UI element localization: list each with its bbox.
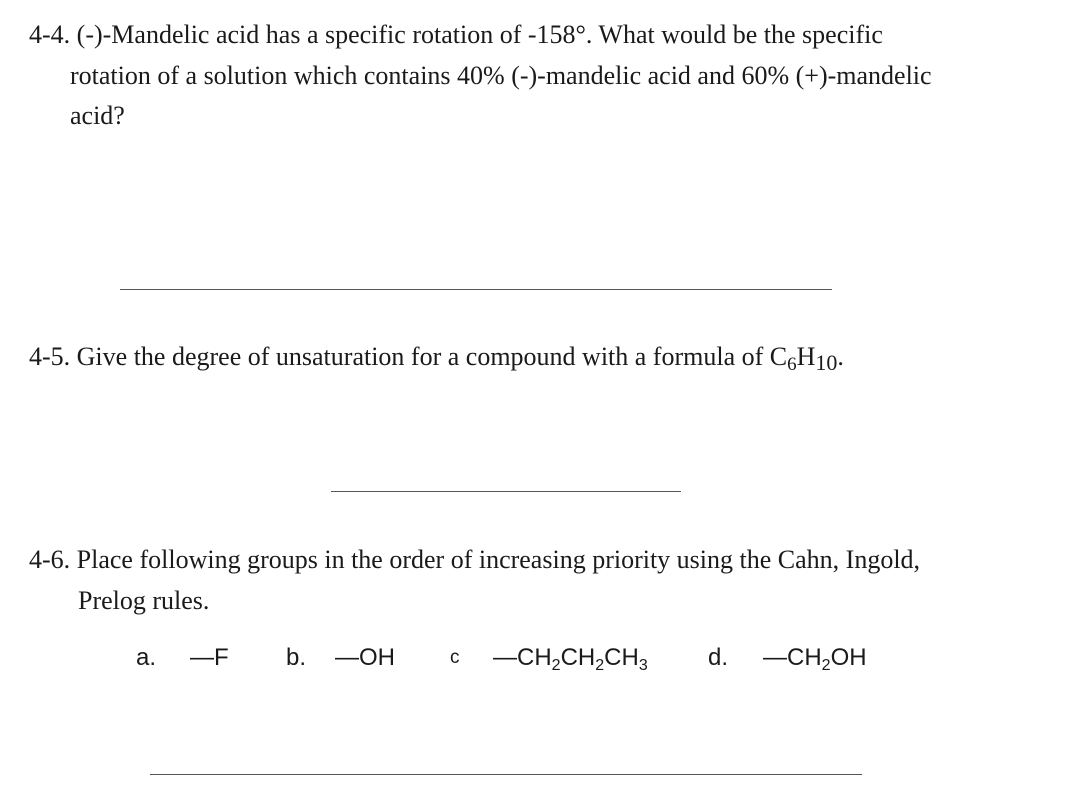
choice-d-formula xyxy=(763,644,867,672)
question-4-4-line-3: acid? xyxy=(70,101,125,130)
choice-d-part: —CH xyxy=(763,644,822,671)
choice-c-part: —CH xyxy=(493,644,552,671)
question-4-5 xyxy=(29,342,844,375)
formula-hydrogen-subscript: 10 xyxy=(815,350,838,375)
choice-b-label: b. xyxy=(286,644,307,671)
question-4-5-text: 4-5. Give the degree of unsaturation for a compound with a formula of C xyxy=(29,342,788,371)
question-4-4-line-1: 4-4. (-)-Mandelic acid has a specific rotation of -158°. What would be the specific xyxy=(29,20,883,49)
priority-choices xyxy=(0,640,1080,676)
choice-c-subscript: 3 xyxy=(638,657,648,674)
choice-d-label: d. xyxy=(708,644,729,671)
choice-c-part: CH xyxy=(604,644,639,671)
answer-line-4-4[interactable] xyxy=(120,289,832,290)
formula-period: . xyxy=(837,342,844,371)
choice-c-formula xyxy=(493,644,648,672)
question-4-6-line-1: 4-6. Place following groups in the order of increasing priority using the Cahn, Ingold, xyxy=(29,545,921,574)
choice-a-part: —F xyxy=(190,644,229,671)
answer-line-4-6[interactable] xyxy=(150,774,862,775)
choice-b-part: —OH xyxy=(335,644,395,671)
choice-d-part: OH xyxy=(830,644,867,671)
choice-a-label: a. xyxy=(136,644,157,671)
question-4-4-line-2: rotation of a solution which contains 40% (-)-mandelic acid and 60% (+)-mandelic xyxy=(70,61,932,90)
choice-c-subscript: 2 xyxy=(551,657,561,674)
choice-c-label: c xyxy=(450,647,460,668)
formula-carbon-subscript: 6 xyxy=(787,354,797,375)
choice-c-part: CH xyxy=(560,644,596,671)
choice-a-formula xyxy=(190,644,229,672)
choice-d-subscript: 2 xyxy=(821,657,831,674)
question-4-6-line-2: Prelog rules. xyxy=(78,586,210,615)
choice-b-formula xyxy=(335,644,395,672)
formula-hydrogen: H xyxy=(796,342,816,371)
choice-c-subscript: 2 xyxy=(595,657,605,674)
answer-line-4-5[interactable] xyxy=(331,491,681,492)
